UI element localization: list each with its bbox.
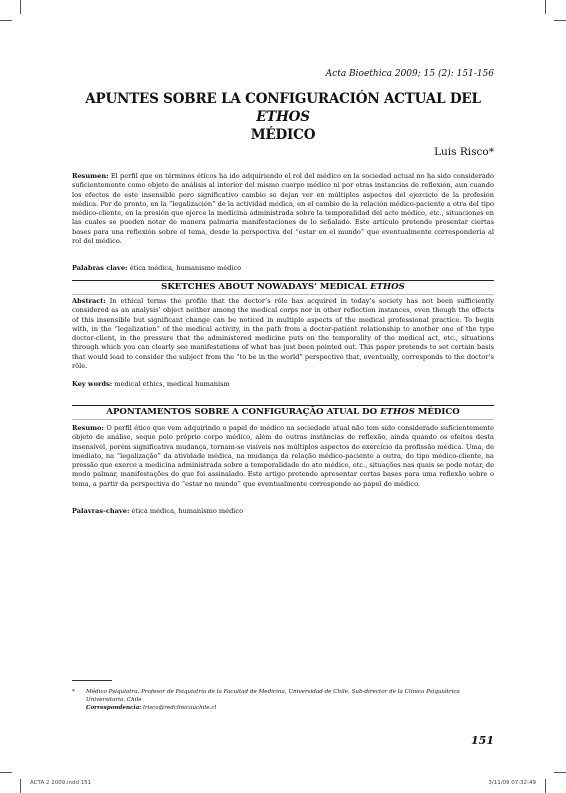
keywords-label: Palavras-chave: (72, 507, 130, 515)
keywords-spanish (72, 264, 494, 273)
heading-underline (72, 419, 494, 420)
author-name: Luis Risco* (434, 146, 494, 158)
crop-mark (0, 772, 12, 773)
keywords-text: ética médica, humanismo médico (129, 264, 242, 272)
section-heading-english (72, 280, 494, 292)
abstract-portuguese (72, 424, 494, 489)
printer-slug-date: 3/11/09 07:32:49 (488, 780, 536, 786)
abstract-spanish (72, 172, 494, 246)
footnote-text: Médico Psiquiatra. Profesor de Psiquiatría de la Facultad de Medicina, Universidad de Chile. Sub-director de la Clínica Psiquiátrica Universitaria. Chile (86, 689, 460, 703)
heading-ethos: ETHOS (380, 407, 415, 417)
abstract-label: Abstract: (72, 297, 106, 305)
keywords-text: medical ethics, medical humanism (114, 380, 230, 388)
abstract-english (72, 297, 494, 371)
keywords-english (72, 380, 494, 389)
abstract-text: In ethical terms the profile that the doctor’s rôle has acquired in today’s society has not been sufficiently considered as an analysis’ object neither among the medical corps nor in other reflection instances, even though the effects of this insensible but significant change can be noticed in multiple aspects of the medical professional practice. To begin with, in the “legalization” of the medical activity, in the path from a doctor-patient relationship to another one of the type doctor-client, in the pressure that the administered medicine puts on the temporality of the medical act, etc., situations through which you can clearly see manifestations of what has just been pointed out. This paper pretends to set certain basis that would lead to consider the subject from the “to be in the world” perspective that, eventually, corresponds to the doctor’s rôle. (72, 297, 494, 371)
heading-text-end: MÉDICO (417, 407, 460, 417)
footnote-rule (72, 680, 112, 681)
keywords-portuguese (72, 507, 494, 516)
title-ethos: ETHOS (256, 109, 310, 125)
crop-mark (20, 779, 21, 793)
title-line-1: APUNTES SOBRE LA CONFIGURACIÓN ACTUAL DEL (85, 91, 481, 107)
abstract-label: Resumo: (72, 424, 104, 432)
crop-mark (0, 20, 12, 21)
heading-text: SKETCHES ABOUT NOWADAYS’ MEDICAL (161, 282, 368, 292)
heading-underline (72, 294, 494, 295)
printer-slug-file: ACTA 2 2009.indd 151 (30, 780, 92, 786)
crop-mark (545, 779, 546, 793)
keywords-text: ética médica, humanismo médico (131, 507, 244, 515)
page-number: 151 (471, 734, 494, 747)
correspondence-email: lrisco@redclinicauchile.cl (143, 705, 217, 711)
heading-ethos: ETHOS (370, 282, 405, 292)
keywords-label: Palabras clave: (72, 264, 128, 272)
keywords-label: Key words: (72, 380, 113, 388)
abstract-label: Resumen: (72, 172, 109, 180)
footnote-mark: * (72, 689, 75, 695)
heading-rule (72, 405, 494, 406)
crop-mark (554, 772, 566, 773)
crop-mark (545, 0, 546, 14)
correspondence-label: Correspondencia: (86, 705, 142, 711)
title-line-2: MÉDICO (250, 127, 316, 143)
heading-text: APONTAMENTOS SOBRE A CONFIGURAÇÃO ATUAL DO (106, 407, 378, 417)
heading-rule (72, 280, 494, 281)
crop-mark (554, 20, 566, 21)
article-title (72, 90, 494, 144)
section-heading-portuguese (72, 405, 494, 417)
abstract-text: El perfil que en términos éticos ha ido adquiriendo el rol del médico en la sociedad actual no ha sido considerado suficientemente como objeto de análisis al interior del mismo cuerpo médico ni por otras instancias de reflexión, aun cuando los efectos de este insensible pero significativo cambio se dejan ver en múltiples aspectos del ejercicio de la profesión médica. Por de pronto, en la “legalización” de la actividad médica, en el cambio de la relación médico-paciente a otra del tipo médico-cliente, en la presión que ejerce la medicina administrada sobre la temporalidad del acto médico, etc., situaciones en las cuales se pueden notar de manera palmaria manifestaciones de lo señalado. Este artículo pretende presentar ciertas bases para una reflexión sobre el tema, desde la perspectiva del “estar en el mundo” que eventualmente correspondería al rol del médico. (72, 172, 494, 246)
footnote (72, 688, 494, 712)
crop-mark (20, 0, 21, 14)
abstract-text: O perfil ético que vem adquirindo o papel do médico na sociedade atual não tem sido considerado suficientemente objeto de análise, seque pelo próprio corpo médico, além de outras instâncias de reflexão, ainda quando os efeitos desta insensível, porém significativa mudança, tornam-se visíveis nos múltiplos aspectos do exercício da profissão médica. Uma, de imediato, na “legalização” da atividade médica, na mudança da relação médico-paciente a outra, do tipo médico-cliente, na pressão que exerce a medicina administrada sobre a temporalidade do ato médico, etc., situações nas quais se pode notar, de modo palmar, manifestações do que foi assinalado. Este artigo pretende apresentar certas bases para uma reflexão sobre o tema, a partir da perspectiva do “estar no mundo” que eventualmente corresponde ao papel do médico. (72, 424, 494, 488)
journal-reference: Acta Bioethica 2009; 15 (2): 151-156 (325, 69, 494, 79)
